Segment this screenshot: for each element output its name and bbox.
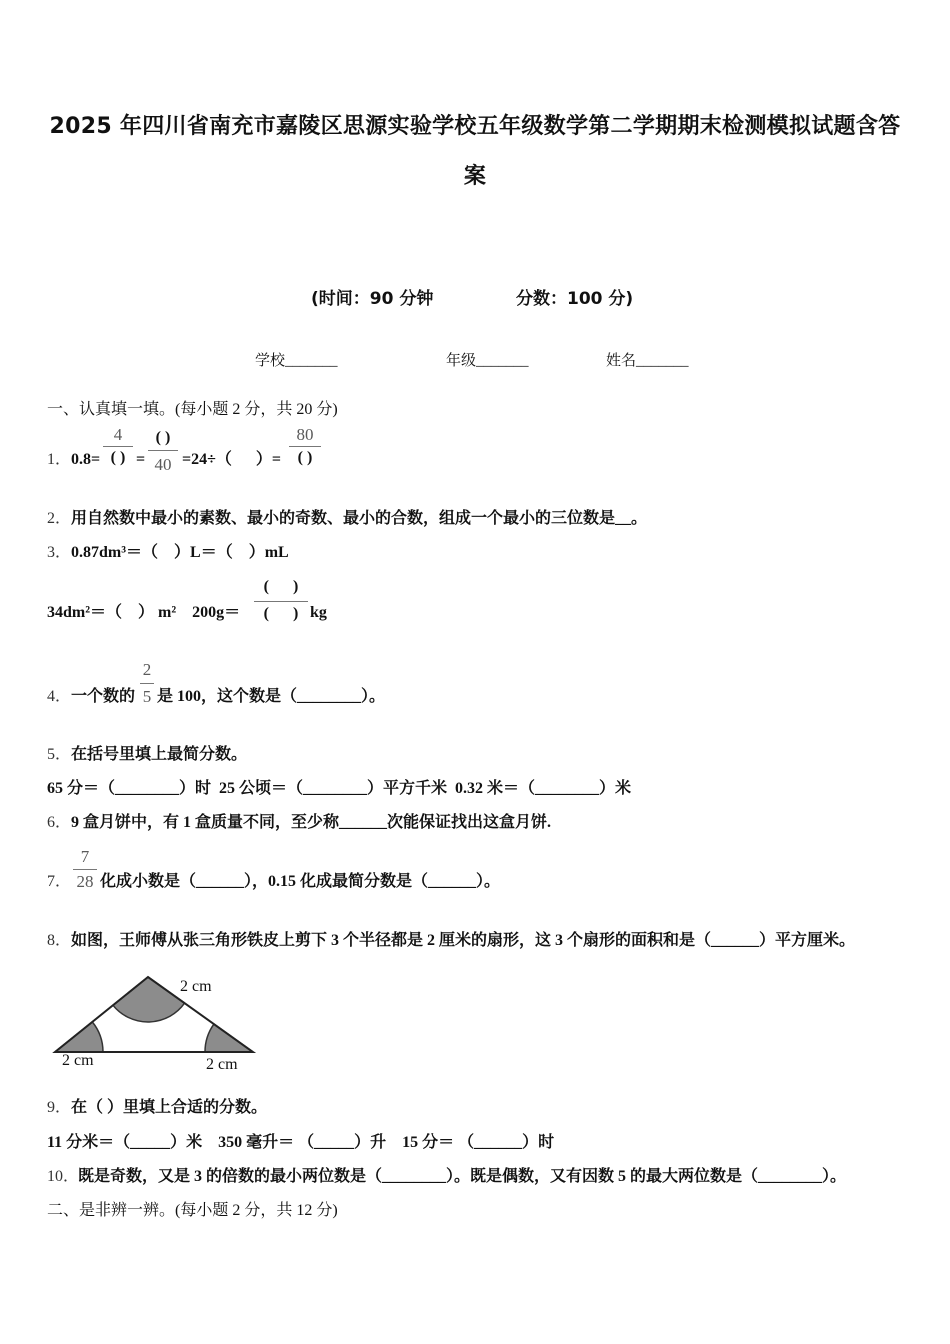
section1-header: 一、认真填一填。(每小题 2 分，共 20 分) <box>47 401 338 418</box>
exam-title-line1: 2025 年四川省南充市嘉陵区思源实验学校五年级数学第二学期期末检测模拟试题含答 <box>49 114 901 139</box>
q7-fraction <box>73 847 97 892</box>
q1-fraction-2-numerator: ( ) <box>155 429 171 446</box>
q1-fraction-1 <box>103 425 133 468</box>
q4-fraction-denominator: 5 <box>142 687 152 706</box>
q4-text-b: 是 100，这个数是（________）。 <box>157 688 386 705</box>
sector-top <box>113 977 185 1022</box>
q7-fraction-denominator: 28 <box>76 872 94 891</box>
q3-line2-b: kg <box>310 604 327 621</box>
q1-fraction-2-denominator: 40 <box>154 455 172 474</box>
q8-text: 如图，王师傅从张三角形铁皮上剪下 3 个半径都是 2 厘米的扇形，这 3 个扇形的面积和是（______）平方厘米。 <box>71 932 856 949</box>
q1-number: 1． <box>47 451 72 468</box>
fraction-bar <box>289 446 321 447</box>
q1-fraction-1-denominator: ( ) <box>110 449 126 466</box>
exam-title-line2: 案 <box>463 164 487 189</box>
triangle-sectors-figure <box>0 960 300 1080</box>
radius-label-top: 2 cm <box>180 978 212 995</box>
fraction-bar <box>148 450 178 451</box>
q9-text: 在（ ）里填上合适的分数。 <box>71 1099 268 1116</box>
q4-text-a: 一个数的 <box>71 688 136 705</box>
q9-line2: 11 分米＝（_____）米 350 毫升＝ （_____）升 15 分＝ （______）时 <box>47 1134 555 1151</box>
q3-fraction-denominator: ( ) <box>263 605 299 622</box>
school-field: 学校_______ <box>255 353 338 369</box>
fraction-bar <box>103 446 133 447</box>
exam-score: 分数：100 分) <box>516 289 634 309</box>
q1-fraction-3-denominator: ( ) <box>297 449 313 466</box>
grade-field: 年级_______ <box>446 353 529 369</box>
q3-line1: 0.87dm³＝（ ）L＝（ ）mL <box>71 544 289 561</box>
exam-time: (时间：90 分钟 <box>311 289 434 309</box>
radius-label-left: 2 cm <box>62 1052 94 1069</box>
q6-text: 9 盒月饼中，有 1 盒质量不同，至少称______次能保证找出这盒月饼. <box>71 814 552 831</box>
q10-number: 10． <box>47 1168 80 1185</box>
q8-number: 8． <box>47 932 72 949</box>
q1-fraction-2 <box>148 428 178 475</box>
fraction-bar <box>73 869 97 870</box>
q5-line2: 65 分＝（________）时 25 公顷＝（________）平方千米 0.32 米＝（________）米 <box>47 780 632 797</box>
section2-header: 二、是非辨一辨。(每小题 2 分，共 12 分) <box>47 1202 338 1219</box>
fraction-bar <box>254 601 308 602</box>
q4-fraction-numerator: 2 <box>142 660 152 679</box>
q1-text-c: =24÷（ ）= <box>182 451 282 468</box>
q1-fraction-3-numerator: 80 <box>296 425 314 444</box>
q1-text-b: = <box>136 451 146 468</box>
sector-left <box>55 1022 103 1052</box>
q3-line2-a: 34dm²＝（ ） m² 200g＝ <box>47 604 241 621</box>
name-field: 姓名_______ <box>606 353 689 369</box>
q5-text: 在括号里填上最简分数。 <box>71 746 248 763</box>
q10-text: 既是奇数，又是 3 的倍数的最小两位数是（________）。既是偶数，又有因数 5 的最大两位数是（________）。 <box>78 1168 847 1185</box>
q1-fraction-3 <box>289 425 321 468</box>
fraction-bar <box>140 683 154 684</box>
q2-text: 用自然数中最小的素数、最小的奇数、最小的合数，组成一个最小的三位数是__。 <box>71 510 648 527</box>
q7-number: 7． <box>47 873 72 890</box>
q5-number: 5． <box>47 746 72 763</box>
q6-number: 6． <box>47 814 72 831</box>
q2-number: 2． <box>47 510 72 527</box>
q7-text: 化成小数是（______），0.15 化成最简分数是（______）。 <box>100 873 501 890</box>
q3-fraction-numerator: ( ) <box>263 578 299 595</box>
q3-fraction <box>254 576 308 624</box>
radius-label-right: 2 cm <box>206 1056 238 1073</box>
q4-number: 4． <box>47 688 72 705</box>
q4-fraction <box>140 660 154 707</box>
q1-text-a: 0.8= <box>71 451 101 468</box>
q3-number: 3． <box>47 544 72 561</box>
q7-fraction-numerator: 7 <box>80 847 90 866</box>
q9-number: 9． <box>47 1099 72 1116</box>
q1-fraction-1-numerator: 4 <box>113 425 123 444</box>
